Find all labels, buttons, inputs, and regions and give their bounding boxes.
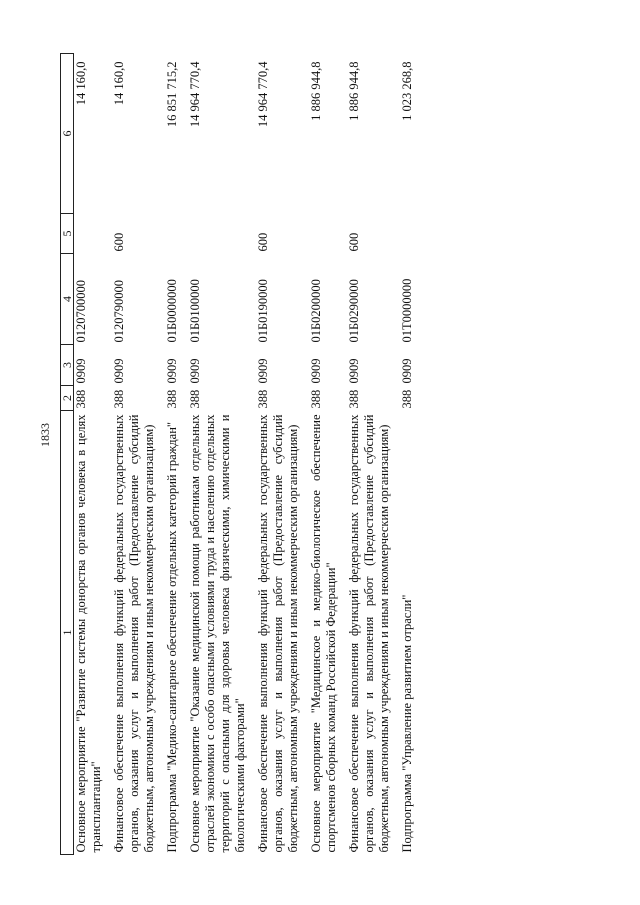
cell-expense-type (400, 214, 415, 254)
table-row (309, 54, 347, 855)
cell-ministry-code: 388 (74, 389, 88, 409)
table-row (347, 54, 400, 855)
page-number: 1833 (38, 423, 52, 447)
cell-section-code: 0909 (112, 358, 126, 384)
cell-ministry-code: 388 (400, 389, 414, 409)
cell-section-code: 0909 (74, 358, 88, 384)
cell-expense-type: 600 (347, 232, 361, 252)
cell-target-code: 0120700000 (74, 280, 88, 343)
column-header-5: 5 (61, 214, 74, 254)
cell-ministry-code: 388 (188, 389, 202, 409)
cell-amount: 1 886 944,8 (309, 61, 323, 121)
cell-expense-type (74, 214, 113, 254)
table-row (400, 54, 415, 855)
cell-ministry-code: 388 (347, 389, 361, 409)
column-header-4: 4 (61, 254, 74, 345)
cell-amount: 1 023 268,8 (400, 61, 414, 121)
budget-table (60, 53, 415, 855)
row-description: Финансовое обеспечение выполнения функций федеральных государственных органов, оказания услуг и выполнения работ (Предоставление субсидий бюджетным, автономным учреждениям и иным некоммерческим организациям) (112, 414, 156, 853)
cell-target-code: 01Б0290000 (347, 279, 361, 343)
column-header-1: 1 (61, 411, 74, 855)
column-header-3: 3 (61, 345, 74, 386)
cell-section-code: 0909 (165, 358, 179, 384)
row-description: Финансовое обеспечение выполнения функций федеральных государственных органов, оказания услуг и выполнения работ (Предоставление субсидий бюджетным, автономным учреждениям и иным некоммерческим организациям) (256, 414, 300, 853)
cell-expense-type (165, 214, 188, 254)
cell-ministry-code: 388 (309, 389, 323, 409)
cell-section-code: 0909 (347, 358, 361, 384)
cell-ministry-code: 388 (256, 389, 270, 409)
table-row (188, 54, 256, 855)
cell-ministry-code: 388 (112, 389, 126, 409)
cell-target-code: 01Б0190000 (256, 279, 270, 343)
row-description: Основное мероприятие "Развитие системы донорства органов человека в целях трансплантации" (74, 414, 103, 853)
cell-expense-type (188, 214, 256, 254)
cell-section-code: 0909 (188, 358, 202, 384)
row-description: Основное мероприятие "Оказание медицинской помощи работникам отдельных отраслей экономики с особо опасными условиями труда и населению отдельных территорий с опасными для здоровья человека физическими, химическими и биологическими факторами" (188, 414, 247, 853)
rotated-page (60, 60, 560, 855)
row-description: Подпрограмма "Управление развитием отрасли" (400, 594, 414, 853)
cell-target-code: 01Т0000000 (400, 278, 414, 343)
table-row (112, 54, 165, 855)
table-row (165, 54, 188, 855)
cell-amount: 14 964 770,4 (188, 61, 202, 128)
cell-section-code: 0909 (256, 358, 270, 384)
table-row (256, 54, 309, 855)
cell-amount: 1 886 944,8 (347, 61, 361, 121)
cell-expense-type: 600 (256, 232, 270, 252)
cell-section-code: 0909 (309, 358, 323, 384)
table-row (74, 54, 113, 855)
cell-amount: 14 964 770,4 (256, 61, 270, 128)
cell-target-code: 0120790000 (112, 280, 126, 343)
row-description: Подпрограмма "Медико-санитарное обеспечение отдельных категорий граждан" (165, 422, 179, 853)
row-description: Финансовое обеспечение выполнения функций федеральных государственных органов, оказания услуг и выполнения работ (Предоставление субсидий бюджетным, автономным учреждениям и иным некоммерческим организациям) (347, 414, 391, 853)
cell-target-code: 01Б0000000 (165, 279, 179, 343)
cell-section-code: 0909 (400, 358, 414, 384)
header-row (61, 54, 74, 855)
cell-target-code: 01Б0200000 (309, 279, 323, 343)
column-header-6: 6 (61, 54, 74, 214)
row-description: Основное мероприятие "Медицинское и медико-биологическое обеспечение спортсменов сборных команд Российской Федерации" (309, 414, 338, 853)
cell-amount: 14 160,0 (74, 61, 88, 106)
column-header-2: 2 (61, 386, 74, 411)
cell-amount: 14 160,0 (112, 61, 126, 106)
cell-ministry-code: 388 (165, 389, 179, 409)
cell-amount: 16 851 715,2 (165, 61, 179, 128)
cell-expense-type: 600 (112, 232, 126, 252)
cell-expense-type (309, 214, 347, 254)
cell-target-code: 01Б0100000 (188, 279, 202, 343)
